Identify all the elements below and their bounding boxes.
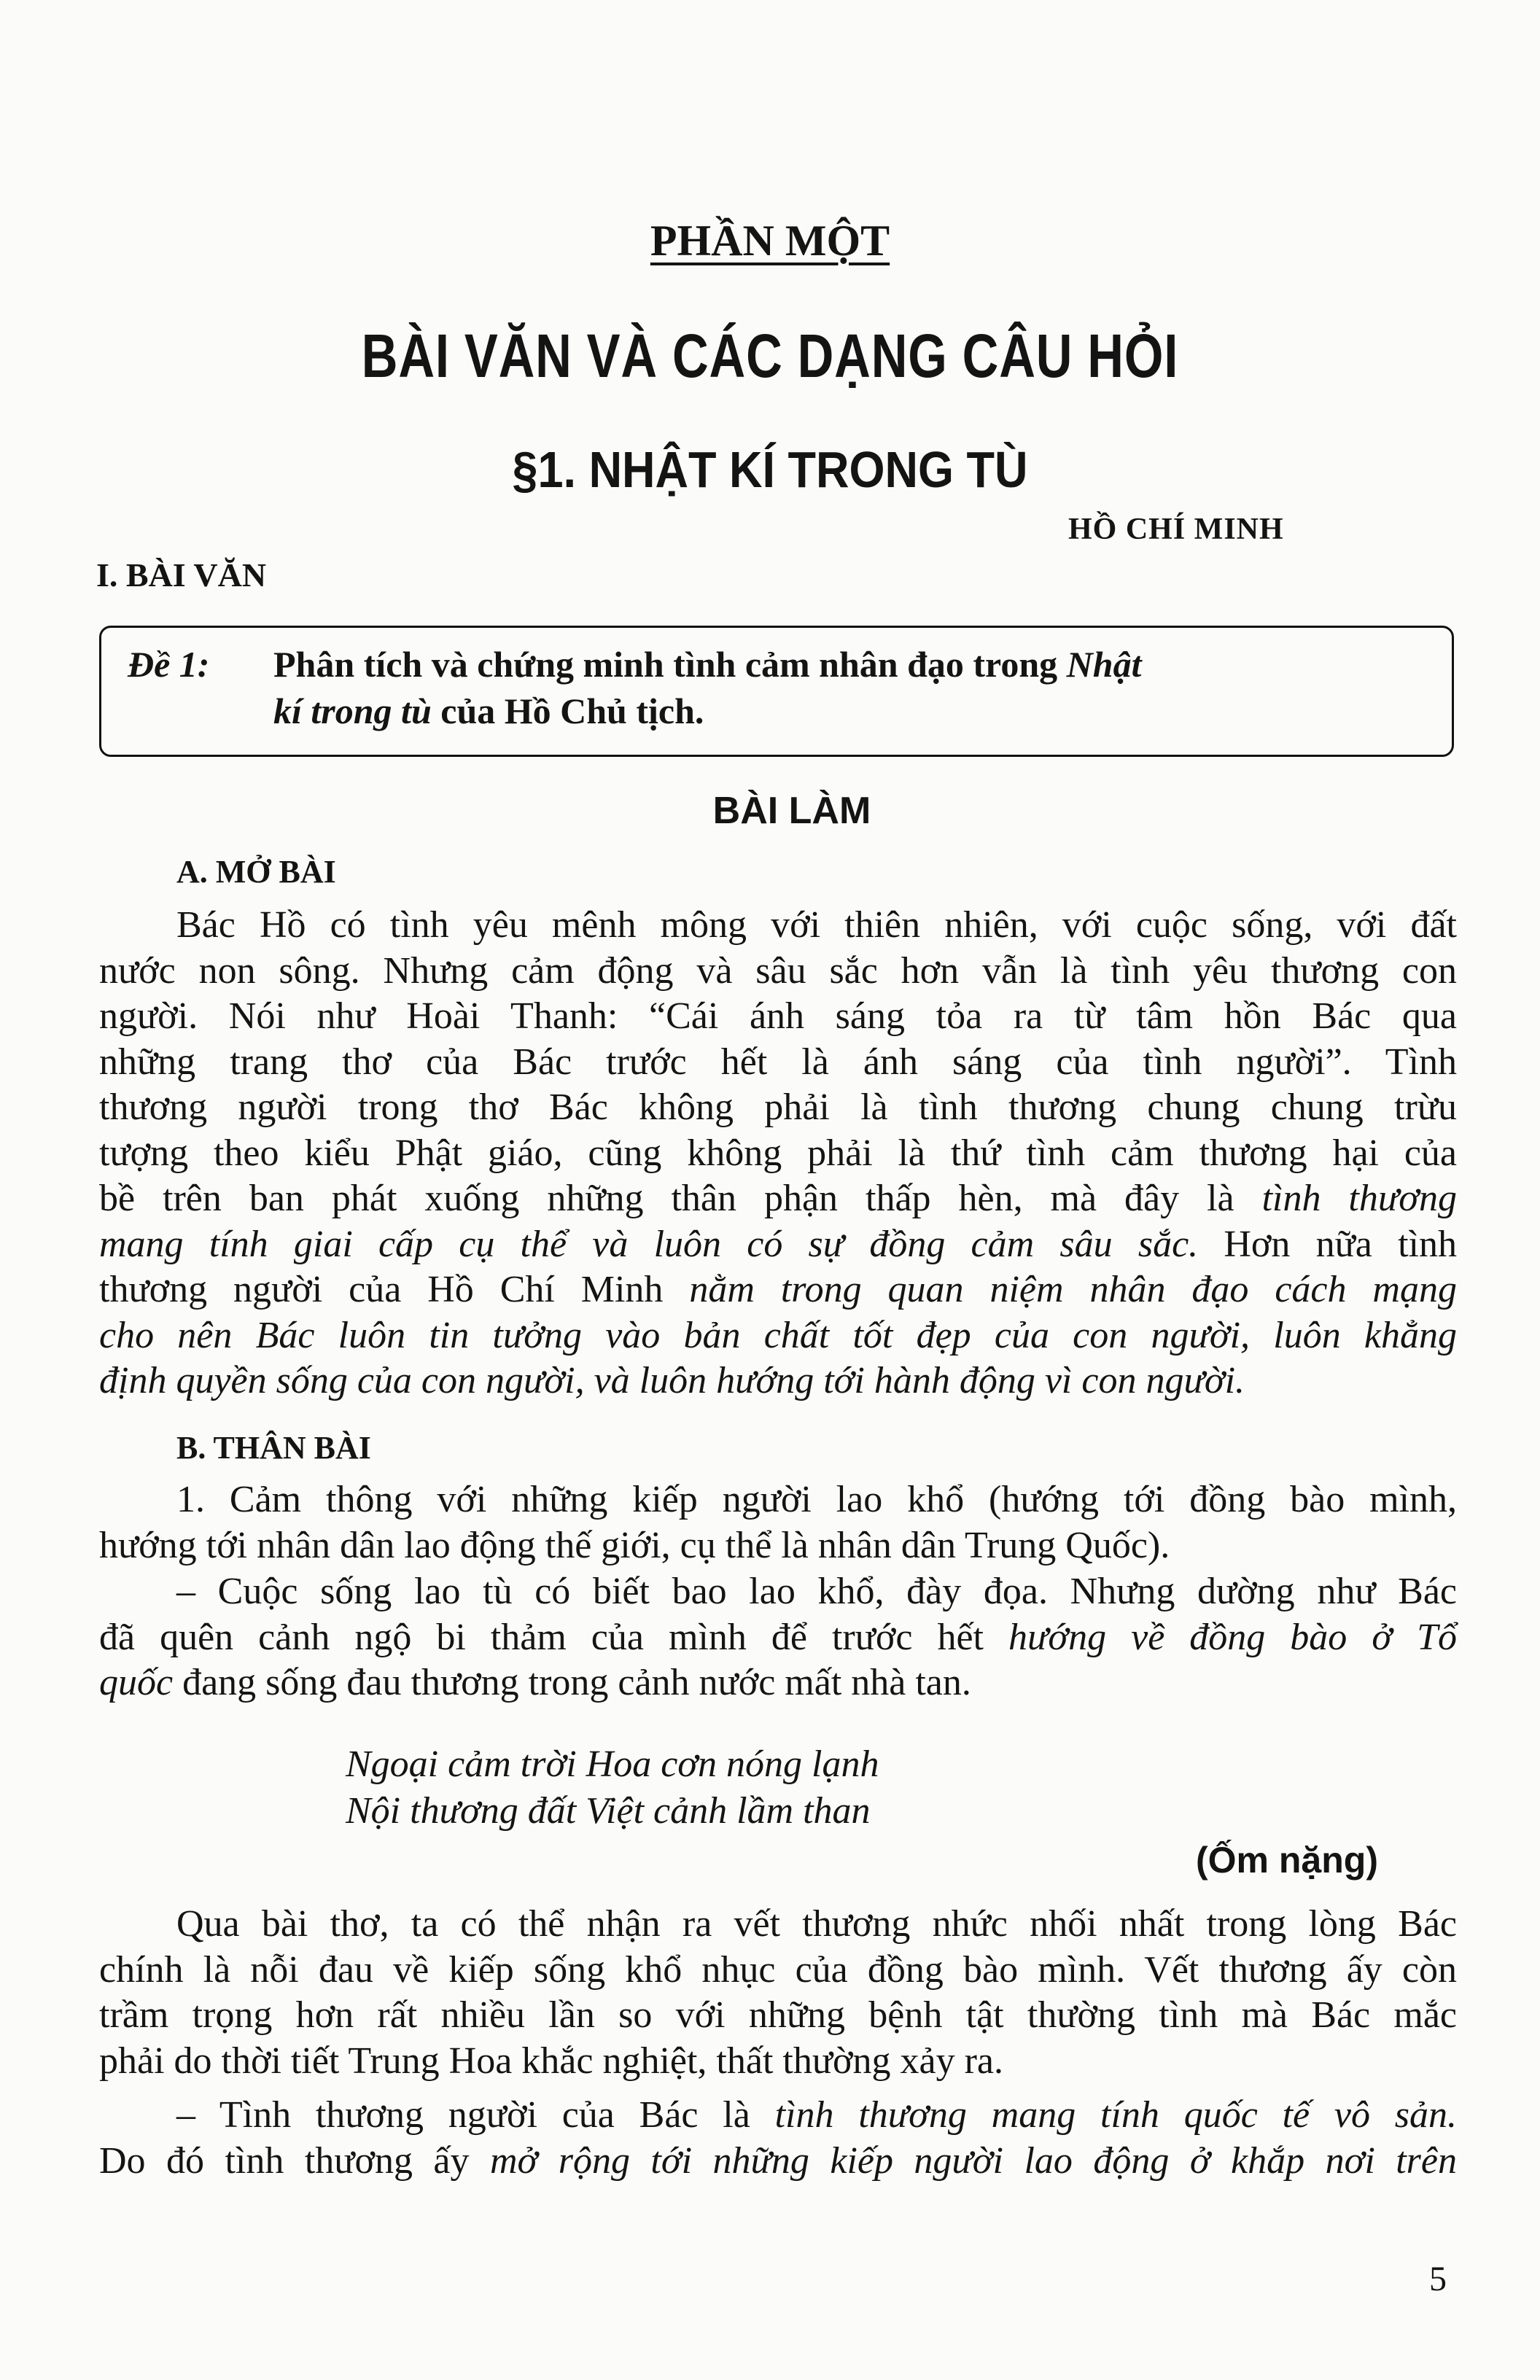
than-bai-paragraph-4: – Tình thương người của Bác là tình thương mang tính quốc tế vô sản. Do đó tình thương ấy mở rộng tới những kiếp người lao động ở khắp nơi trên xyxy=(99,2094,1458,2182)
page-number: 5 xyxy=(1429,2260,1447,2298)
part-title: PHẦN MỘT xyxy=(650,217,890,265)
answer-heading: BÀI LÀM xyxy=(712,790,871,832)
heading-than-bai: B. THÂN BÀI xyxy=(176,1430,371,1466)
poem-excerpt xyxy=(346,1741,879,1835)
than-bai-point-1: 1. Cảm thông với những kiếp người lao khổ (hướng tới đồng bào mình, hướng tới nhân dân lao động thế giới, cụ thể là nhân dân Trung Quốc). xyxy=(99,1479,1457,1566)
exercise-label: Đề 1: xyxy=(128,644,210,685)
heading-mo-bai: A. MỞ BÀI xyxy=(176,854,336,890)
mo-bai-paragraph: Bác Hồ có tình yêu mênh mông với thiên nhiên, với cuộc sống, với đất nước non sông. Nhưng cảm động và sâu sắc hơn vẫn là tình yêu thương con người. Nói như Hoài Thanh: “Cái ánh sáng tỏa ra từ tâm hồn Bác qua những trang thơ của Bác trước hết là ánh sáng của tình người”. Tình thương người trong thơ Bác không phải là tình thương chung chung trừu tượng theo kiểu Phật giáo, cũng không phải là thứ tình cảm thương hại của bề trên ban phát xuống những thân phận thấp hèn, mà đây là tình thương mang tính giai cấp cụ thể và luôn có sự đồng cảm sâu sắc. Hơn nữa tình thương người của Hồ Chí Minh nằm trong quan niệm nhân đạo cách mạng cho nên Bác luôn tin tưởng vào bản chất tốt đẹp của con người, luôn khẳng định quyền sống của con người, và luôn hướng tới hành động vì con người. xyxy=(99,904,1457,1401)
section-title: §1. NHẬT KÍ TRONG TÙ xyxy=(512,441,1028,498)
exercise-line-2: kí trong tù của Hồ Chủ tịch. xyxy=(273,691,704,731)
poem-line: Ngoại cảm trời Hoa cơn nóng lạnh xyxy=(346,1743,879,1785)
poem-title: (Ốm nặng) xyxy=(1196,1840,1378,1881)
main-title: BÀI VĂN VÀ CÁC DẠNG CÂU HỎI xyxy=(361,322,1179,390)
exercise-line-1: Đề 1: Phân tích và chứng minh tình cảm nhân đạo trong Nhật xyxy=(128,641,1430,688)
heading-bai-van: I. BÀI VĂN xyxy=(96,556,267,594)
exercise-box xyxy=(99,626,1454,757)
than-bai-paragraph-2: – Cuộc sống lao tù có biết bao lao khổ, đày đọa. Nhưng dường như Bác đã quên cảnh ngộ bi thảm của mình để trước hết hướng về đồng bào ở Tổ quốc đang sống đau thương trong cảnh nước mất nhà tan. xyxy=(99,1571,1457,1703)
author-name: HỒ CHÍ MINH xyxy=(1068,513,1284,546)
than-bai-paragraph-3: Qua bài thơ, ta có thể nhận ra vết thương nhức nhối nhất trong lòng Bác chính là nỗi đau về kiếp sống khổ nhục của đồng bào mình. Vết thương ấy còn trầm trọng hơn rất nhiều lần so với những bệnh tật thường tình mà Bác mắc phải do thời tiết Trung Hoa khắc nghiệt, thất thường xảy ra. xyxy=(99,1903,1457,2082)
poem-line: Nội thương đất Việt cảnh lầm than xyxy=(346,1790,871,1832)
